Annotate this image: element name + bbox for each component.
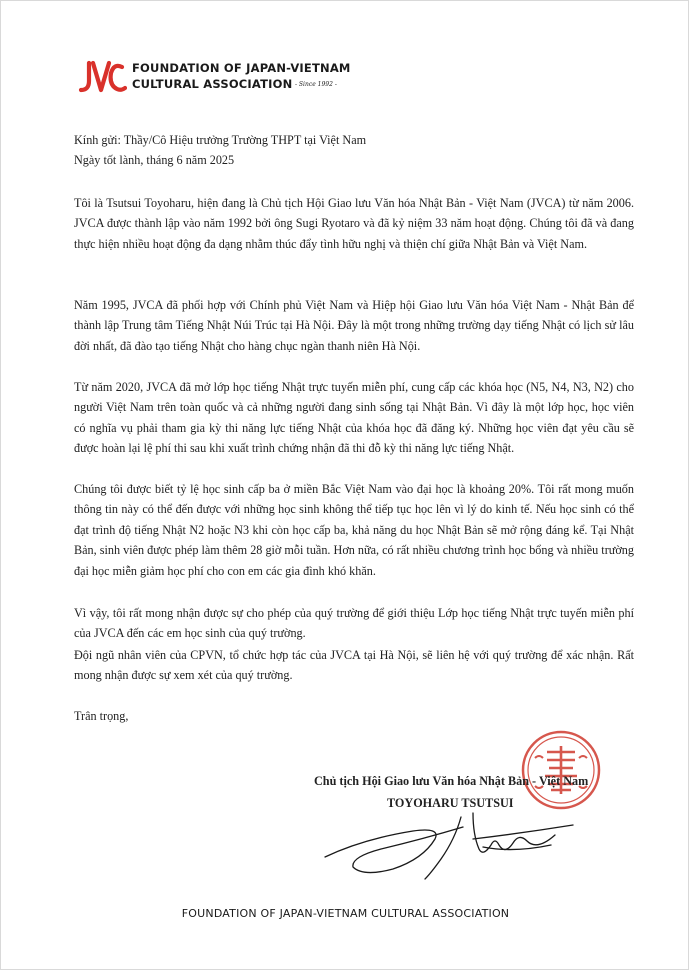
closing: Trân trọng, xyxy=(74,709,129,723)
paragraph-history: Năm 1995, JVCA đã phối hợp với Chính phủ Việt Nam và Hiệp hội Giao lưu Văn hóa Việt Nam - Nhật Bản để thành lập Trung tâm Tiếng Nhật Núi Trúc tại Hà Nội. Đây là một trong những trường dạy tiếng Nhật có lịch sử lâu đời nhất, đã đào tạo tiếng Nhật cho hàng chục ngàn thanh niên Hà Nội. xyxy=(74,298,634,353)
date-line: Ngày tốt lành, tháng 6 năm 2025 xyxy=(74,153,235,167)
recipient-line: Kính gửi: Thầy/Cô Hiệu trưởng Trường THPT tại Việt Nam xyxy=(74,133,367,147)
signatory-name: TOYOHARU TSUTSUI xyxy=(387,796,514,810)
paragraph-students: Chúng tôi được biết tỷ lệ học sinh cấp ba ở miền Bắc Việt Nam vào đại học là khoảng 20%. Tôi rất mong muốn thông tin này có thể đến được với những học sinh không thể tiếp tục học lên vì lý do kinh tế. Nếu học sinh có thể đạt trình độ tiếng Nhật N2 hoặc N3 khi còn học cấp ba, khả năng du học Nhật Bản sẽ mở rộng đáng kể. Tại Nhật Bản, sinh viên được phép làm thêm 28 giờ mỗi tuần. Hơn nữa, có rất nhiều chương trình học bổng và nhiều trường đại học miễn giảm học phí cho con em các gia đình khó khăn. xyxy=(74,482,634,578)
footer-org-name: FOUNDATION OF JAPAN-VIETNAM CULTURAL ASSOCIATION xyxy=(181,907,510,920)
signatory-title: Chủ tịch Hội Giao lưu Văn hóa Nhật Bản - Việt Nam xyxy=(314,774,589,788)
paragraph-online-class: Từ năm 2020, JVCA đã mở lớp học tiếng Nhật trực tuyến miễn phí, cung cấp các khóa học (N5, N4, N3, N2) cho người Việt Nam trên toàn quốc và cả những người đang sinh sống tại Nhật Bản. Vì đây là một lớp học, học viên có nghĩa vụ phải tham gia kỳ thi năng lực tiếng Nhật của khóa học đã đăng ký. Những học viên đạt yêu cầu sẽ được hoàn lại lệ phí thi sau khi xuất trình chứng nhận đã thi đỗ kỳ thi năng lực tiếng Nhật. xyxy=(74,380,634,456)
paragraph-intro: Tôi là Tsutsui Toyoharu, hiện đang là Chủ tịch Hội Giao lưu Văn hóa Nhật Bản - Việt Nam (JVCA) từ năm 2006. JVCA được thành lập vào năm 1992 bởi ông Sugi Ryotaro và đã kỷ niệm 33 năm hoạt động. Chúng tôi đã và đang thực hiện nhiều hoạt động đa dạng nhằm thúc đẩy tình hữu nghị và thiện chí giữa Nhật Bản và Việt Nam. xyxy=(74,196,634,251)
paragraph-request: Vì vậy, tôi rất mong nhận được sự cho phép của quý trường để giới thiệu Lớp học tiếng Nhật trực tuyến miễn phí của JVCA đến các em học sinh của quý trường. xyxy=(74,606,634,641)
org-name-line1: FOUNDATION OF JAPAN-VIETNAM xyxy=(132,61,351,75)
since-label: - Since 1992 - xyxy=(295,81,337,88)
paragraph-contact: Đội ngũ nhân viên của CPVN, tổ chức hợp tác của JVCA tại Hà Nội, sẽ liên hệ với quý trường để xác nhận. Rất mong nhận được sự xem xét của quý trường. xyxy=(74,648,634,683)
jvca-logo-mark xyxy=(77,59,127,95)
org-name-line2: CULTURAL ASSOCIATION xyxy=(132,77,293,91)
red-seal-stamp xyxy=(519,728,603,812)
org-logo xyxy=(77,59,377,99)
handwritten-signature xyxy=(323,809,583,881)
